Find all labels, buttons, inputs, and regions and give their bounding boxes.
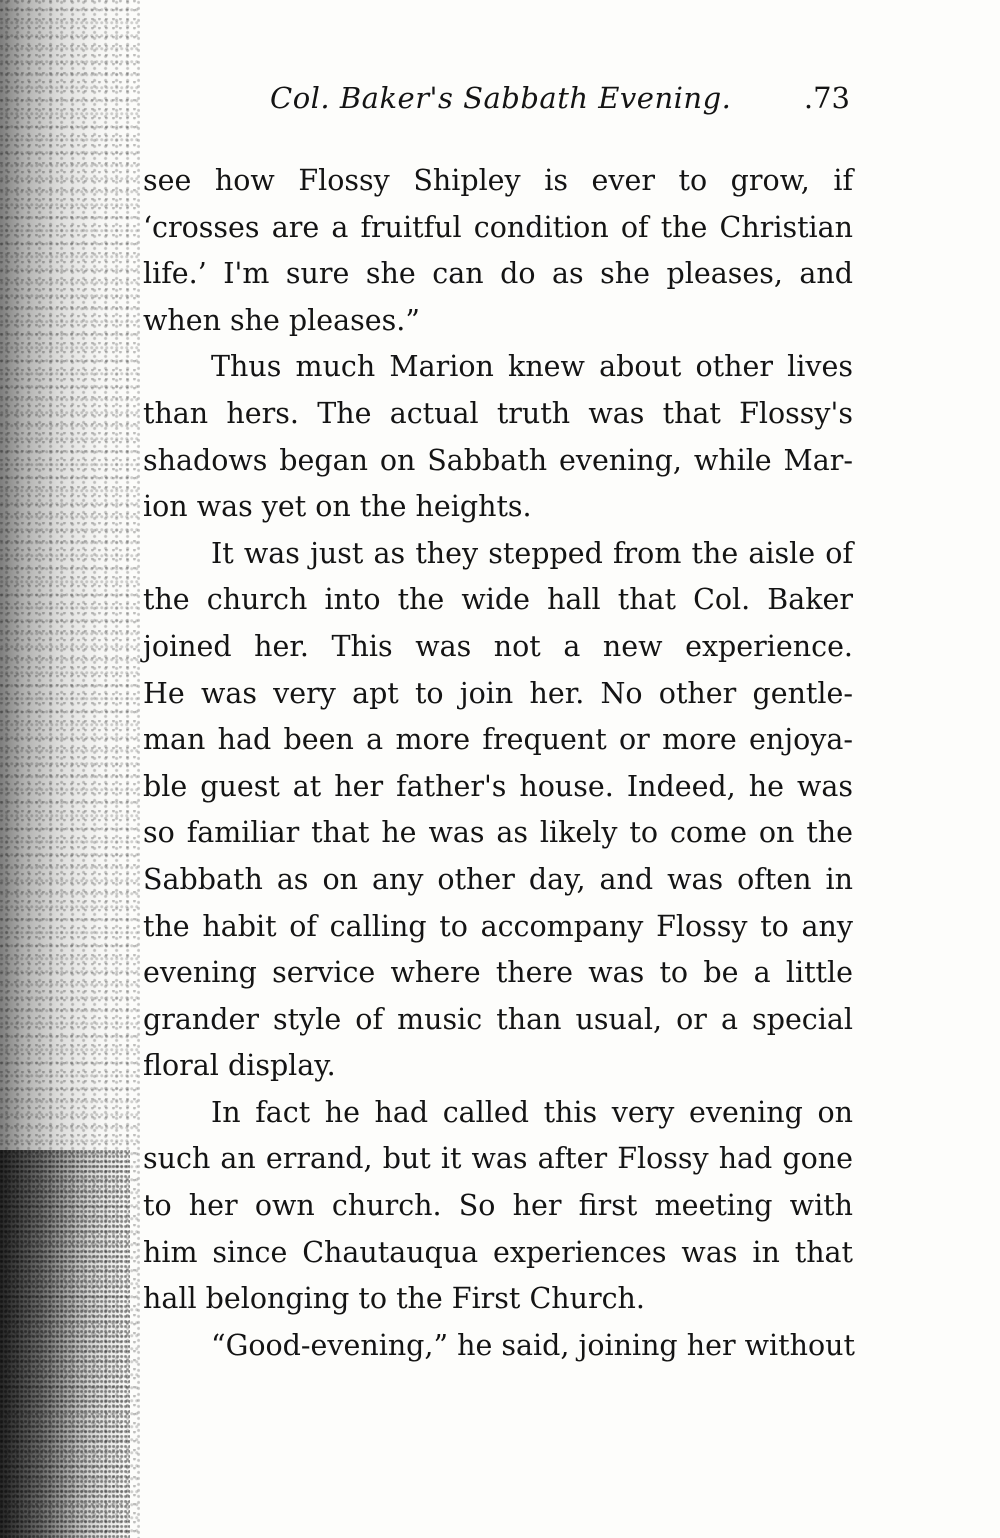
- text-line: so familiar that he was as likely to come on the: [143, 816, 853, 850]
- text-line: It was just as they stepped from the aisle of: [211, 536, 853, 570]
- text-line: ion was yet on the heights.: [143, 490, 532, 524]
- paragraph: [143, 344, 853, 530]
- text-line: see how Flossy Shipley is ever to grow, if: [143, 164, 853, 197]
- text-line: ble guest at her father's house. Indeed, he was: [143, 769, 853, 803]
- text-line: the habit of calling to accompany Flossy to any: [143, 909, 853, 943]
- text-line: him since Chautauqua experiences was in that: [143, 1235, 853, 1269]
- text-line: shadows began on Sabbath evening, while Mar-: [143, 443, 853, 477]
- body-text: [143, 158, 853, 1369]
- text-line: when she pleases.”: [143, 303, 420, 337]
- running-title: Col. Baker's Sabbath Evening.: [270, 81, 732, 115]
- text-line: the church into the wide hall that Col. Baker: [143, 583, 853, 617]
- text-line: than hers. The actual truth was that Flossy's: [143, 396, 853, 430]
- text-line: ‘crosses are a fruitful condition of the Christian: [143, 210, 853, 244]
- text-line: joined her. This was not a new experience.: [143, 629, 853, 663]
- text-line: hall belonging to the First Church.: [143, 1282, 645, 1316]
- page-header: [270, 78, 850, 118]
- page-number: .73: [803, 81, 850, 115]
- paragraph: [143, 1090, 853, 1323]
- text-line: He was very apt to join her. No other gentle-: [143, 676, 853, 710]
- text-line: floral display.: [143, 1049, 336, 1083]
- text-line: evening service where there was to be a little: [143, 956, 853, 990]
- text-line: In fact he had called this very evening on: [211, 1095, 853, 1129]
- text-line: to her own church. So her first meeting with: [143, 1189, 853, 1223]
- text-line: such an errand, but it was after Flossy had gone: [143, 1142, 853, 1176]
- text-line: Sabbath as on any other day, and was often in: [143, 862, 853, 896]
- paragraph: [143, 531, 853, 1090]
- page-gutter-shadow-bottom: [0, 1150, 130, 1538]
- text-line: grander style of music than usual, or a special: [143, 1002, 853, 1036]
- paragraph: [143, 158, 853, 344]
- text-line: “Good-evening,” he said, joining her without: [211, 1328, 855, 1362]
- text-line: life.’ I'm sure she can do as she pleases, and: [143, 257, 853, 291]
- text-line: Thus much Marion knew about other lives: [211, 350, 853, 384]
- paragraph: [143, 1323, 853, 1370]
- text-line: man had been a more frequent or more enjoya-: [143, 723, 853, 757]
